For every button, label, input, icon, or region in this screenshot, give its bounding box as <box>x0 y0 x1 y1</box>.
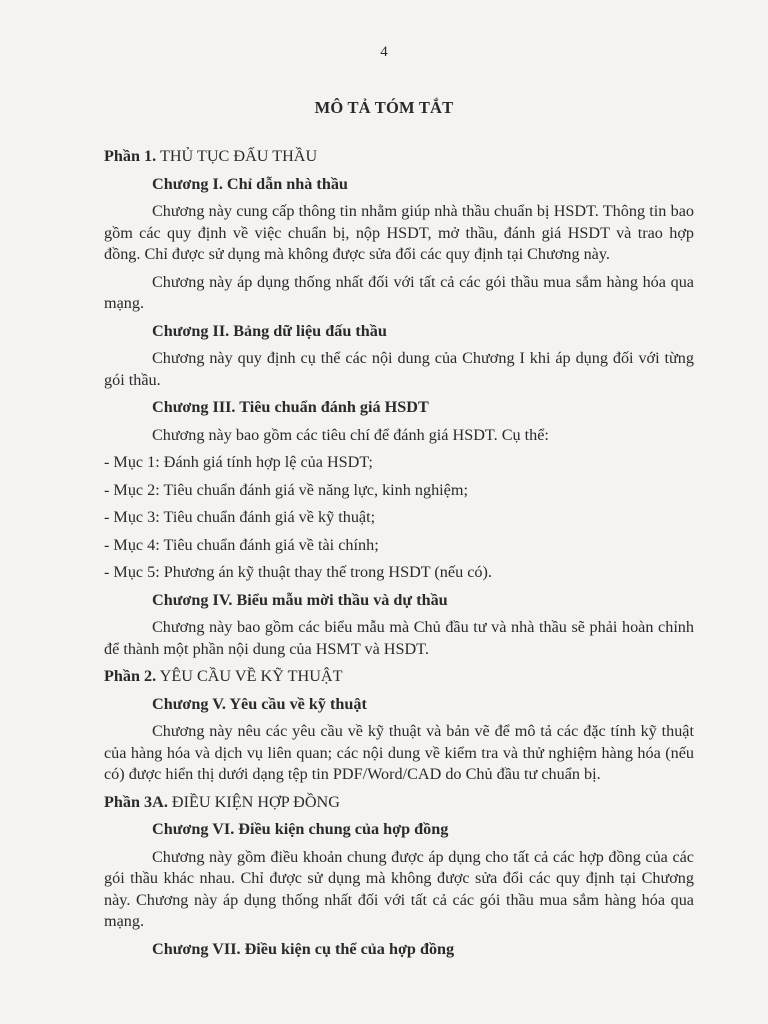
chapter-6-heading: Chương VI. Điều kiện chung của hợp đồng <box>152 820 449 838</box>
part-2-heading <box>104 666 694 688</box>
part-1-title: THỦ TỤC ĐẤU THẦU <box>156 147 318 165</box>
chapter-5-heading: Chương V. Yêu cầu về kỹ thuật <box>152 694 367 713</box>
list-item: - Mục 3: Tiêu chuẩn đánh giá về kỹ thuật; <box>104 508 376 526</box>
chapter-2-heading: Chương II. Bảng dữ liệu đấu thầu <box>152 321 387 340</box>
page-number: 4 <box>380 44 388 60</box>
part-3a-heading <box>104 792 694 814</box>
chapter-1-paragraph-1: Chương này cung cấp thông tin nhằm giúp nhà thầu chuẩn bị HSDT. Thông tin bao gồm các quy định về việc chuẩn bị, nộp HSDT, mở thầu, đánh giá HSDT và trao hợp đồng. Chỉ được sử dụng mà không được sửa đổi các quy định tại Chương này. <box>104 202 694 263</box>
chapter-6-paragraph: Chương này gồm điều khoản chung được áp dụng cho tất cả các hợp đồng của các gói thầu khác nhau. Chỉ được sử dụng mà không được sửa đổi các quy định tại Chương này. Chương này áp dụng thống nhất đối với tất cả các gói thầu mua sắm hàng hóa qua mạng. <box>104 847 694 930</box>
list-item: - Mục 4: Tiêu chuẩn đánh giá về tài chính; <box>104 535 379 554</box>
chapter-4-heading: Chương IV. Biểu mẫu mời thầu và dự thầu <box>152 590 448 609</box>
chapter-1-heading: Chương I. Chỉ dẫn nhà thầu <box>152 174 348 193</box>
list-item: - Mục 2: Tiêu chuẩn đánh giá về năng lực, kinh nghiệm; <box>104 480 468 499</box>
document-body <box>104 146 694 966</box>
chapter-2-paragraph: Chương này quy định cụ thể các nội dung của Chương I khi áp dụng đối với từng gói thầu. <box>104 349 694 389</box>
chapter-7-heading: Chương VII. Điều kiện cụ thể của hợp đồng <box>152 939 455 958</box>
chapter-1-paragraph-2: Chương này áp dụng thống nhất đối với tất cả các gói thầu mua sắm hàng hóa qua mạng. <box>104 272 694 312</box>
chapter-3-heading: Chương III. Tiêu chuẩn đánh giá HSDT <box>152 398 429 416</box>
page-title: MÔ TẢ TÓM TẮT <box>314 98 454 117</box>
part-2-title: YÊU CẦU VỀ KỸ THUẬT <box>156 667 343 685</box>
part-1-heading <box>104 146 694 168</box>
chapter-3-paragraph: Chương này bao gồm các tiêu chí để đánh giá HSDT. Cụ thể: <box>152 425 549 444</box>
part-3a-label: Phần 3A. <box>104 792 168 811</box>
part-2-label: Phần 2. <box>104 667 157 685</box>
list-item: - Mục 5: Phương án kỹ thuật thay thế trong HSDT (nếu có). <box>104 563 492 581</box>
chapter-4-paragraph: Chương này bao gồm các biểu mẫu mà Chủ đầu tư và nhà thầu sẽ phải hoàn chỉnh để thành một phần nội dung của HSMT và HSDT. <box>104 618 694 658</box>
list-item: - Mục 1: Đánh giá tính hợp lệ của HSDT; <box>104 453 373 471</box>
chapter-5-paragraph: Chương này nêu các yêu cầu về kỹ thuật và bản vẽ để mô tả các đặc tính kỹ thuật của hàng hóa và dịch vụ liên quan; các nội dung về kiểm tra và thử nghiệm hàng hóa (nếu có) được hiển thị dưới dạng tệp tin PDF/Word/CAD do Chủ đầu tư chuẩn bị. <box>104 722 694 783</box>
part-3a-title: ĐIỀU KIỆN HỢP ĐỒNG <box>167 792 340 811</box>
part-1-label: Phần 1. <box>104 147 157 165</box>
